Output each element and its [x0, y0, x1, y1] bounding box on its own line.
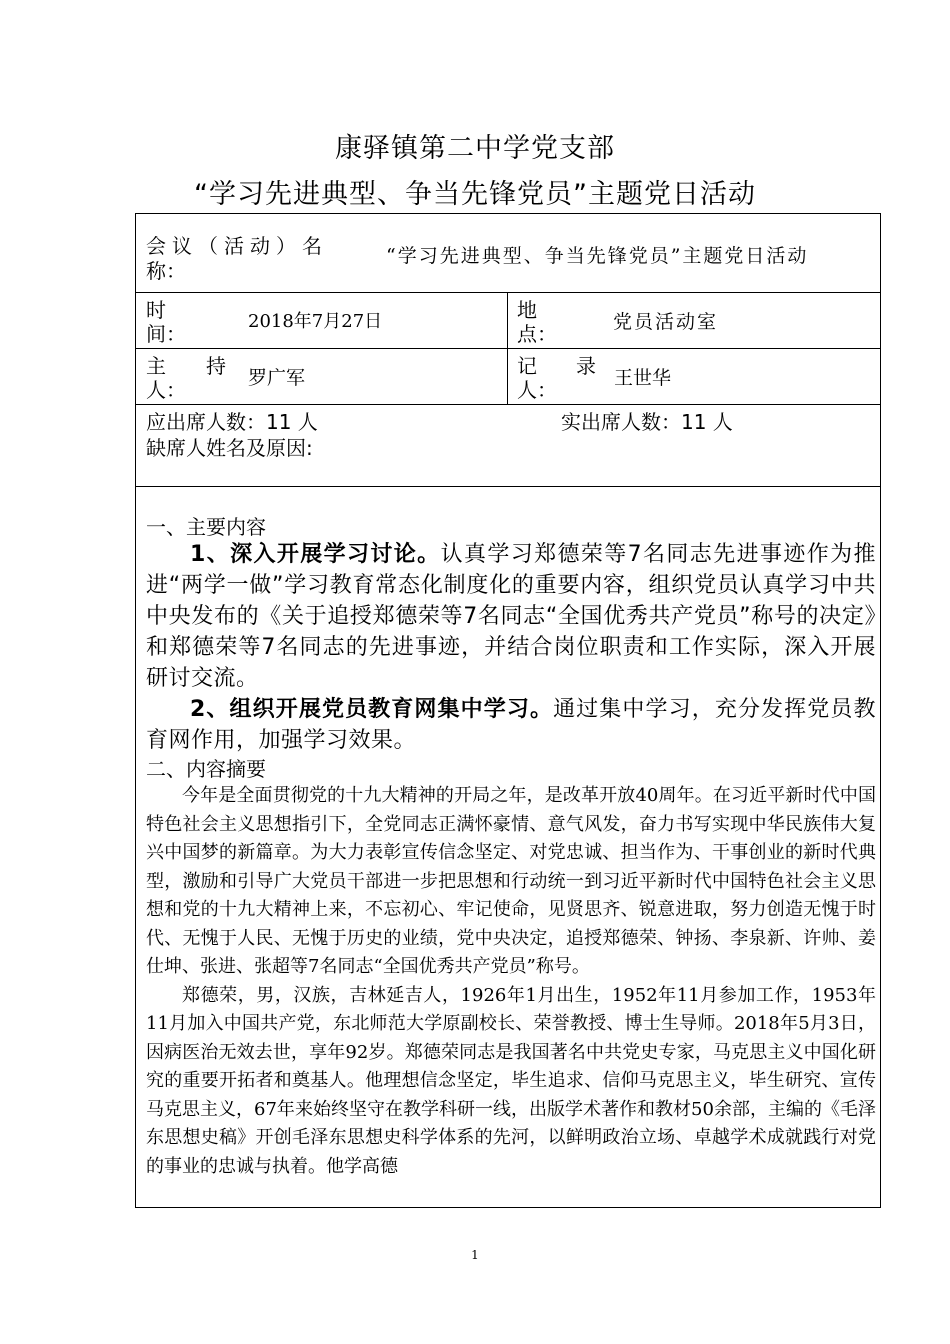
actual-attendance: 实出席人数：11 人 [561, 410, 733, 434]
content-item-2-text: 通过集中学习，充分发挥党员教育网作用，加强学习效果。 [146, 697, 876, 753]
content-item-2-title: 2、组织开展党员教育网集中学习。 [190, 697, 554, 722]
meeting-name-label: 会议（活动）名 [146, 234, 328, 258]
host-value: 罗广军 [248, 367, 306, 389]
host-label-mid: 持 [206, 354, 226, 378]
place-value: 党员活动室 [613, 311, 719, 333]
table-column-divider [507, 292, 508, 404]
place-label-cont: 点： [517, 322, 557, 346]
time-value: 2018年7月27日 [248, 311, 383, 332]
recorder-label-mid: 录 [576, 354, 596, 378]
expected-attendance: 应出席人数：11 人 [146, 410, 318, 434]
absent-info: 缺席人姓名及原因: [146, 436, 313, 460]
content-item-2 [146, 694, 876, 756]
recorder-label: 记 [517, 354, 537, 378]
summary-paragraph-2: 郑德荣，男，汉族，吉林延吉人，1926年1月出生，1952年11月参加工作，1953年11月加入中国共产党，东北师范大学原副校长、荣誉教授、博士生导师。2018年5月3日，因病医治无效去世，享年92岁。郑德荣同志是我国著名中共党史专家，马克思主义中国化研究的重要开拓者和奠基人。他理想信念坚定，毕生追求、信仰马克思主义，毕生研究、宣传马克思主义，67年来始终坚守在教学科研一线，出版学术著作和教材50余部，主编的《毛泽东思想史稿》开创毛泽东思想史科学体系的先河，以鲜明政治立场、卓越学术成就践行对党的事业的忠诚与执着。他学高德 [146, 984, 876, 1177]
meeting-name-value: “学习先进典型、争当先锋党员”主题党日活动 [386, 245, 809, 267]
place-label: 地 [517, 298, 537, 322]
host-label-end: 人： [146, 378, 186, 402]
section-heading-main-content: 一、主要内容 [146, 515, 266, 539]
page-number: 1 [471, 1248, 479, 1262]
recorder-label-end: 人： [517, 378, 557, 402]
section-heading-summary: 二、内容摘要 [146, 757, 266, 781]
table-rule [136, 292, 880, 293]
content-item-1-text: 认真学习郑德荣等7名同志先进事迹作为推进“两学一做”学习教育常态化制度化的重要内容，组织党员认真学习中共中央发布的《关于追授郑德荣等7名同志“全国优秀共产党员”称号的决定》和郑德荣等7名同志的先进事迹，并结合岗位职责和工作实际，深入开展研讨交流。 [146, 542, 877, 691]
recorder-value: 王世华 [614, 367, 672, 389]
meeting-name-label-cont: 称： [146, 259, 186, 283]
table-rule [136, 486, 880, 487]
table-rule [136, 348, 880, 349]
summary-paragraph-1: 今年是全面贯彻党的十九大精神的开局之年，是改革开放40周年。在习近平新时代中国特色社会主义思想指引下，全党同志正满怀豪情、意气风发，奋力书写实现中华民族伟大复兴中国梦的新篇章。为大力表彰宣传信念坚定、对党忠诚、担当作为、干事创业的新时代典型，激励和引导广大党员干部进一步把思想和行动统一到习近平新时代中国特色社会主义思想和党的十九大精神上来，不忘初心、牢记使命，见贤思齐、锐意进取，努力创造无愧于时代、无愧于人民、无愧于历史的业绩，党中央决定，追授郑德荣、钟扬、李泉新、许帅、姜仕坤、张进、张超等7名同志“全国优秀共产党员”称号。 [146, 785, 876, 977]
time-label: 时 [146, 298, 166, 322]
table-rule [136, 404, 880, 405]
host-label: 主 [146, 354, 166, 378]
meeting-record-table [135, 213, 881, 1208]
content-item-1 [146, 539, 876, 694]
meeting-content [146, 515, 876, 1181]
content-item-1-title: 1、深入开展学习讨论。 [190, 542, 441, 567]
document-subtitle: “学习先进典型、争当先锋党员”主题党日活动 [194, 179, 756, 210]
document-title: 康驿镇第二中学党支部 [335, 133, 615, 164]
time-label-cont: 间： [146, 322, 186, 346]
